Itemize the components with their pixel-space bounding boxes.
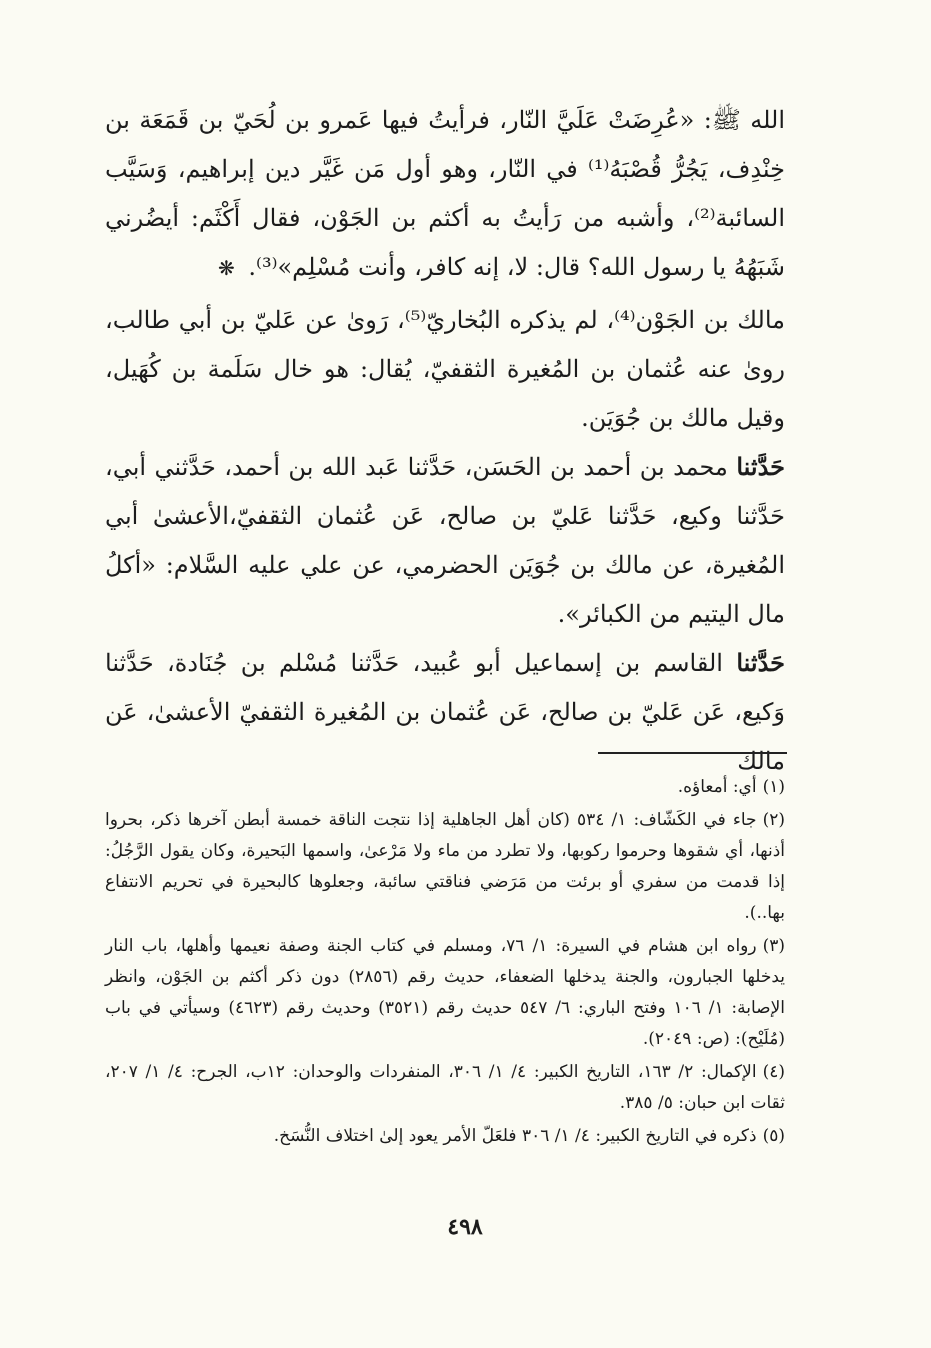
- paragraph-2-text: مالك بن الجَوْن⁽⁴⁾، لم يذكره البُخاريّ⁽⁵⁾، رَوىٰ عن عَليّ بن أبي طالب، روىٰ عنه عُثمان بن المُغيرة الثقفيّ، يُقال: هو خال سَلَمة بن كُهَيل، وقيل مالك بن جُوَيَن.: [105, 306, 786, 432]
- footnote-1: [105, 772, 785, 803]
- footnote-number: (٤): [762, 1062, 785, 1082]
- paragraph-3: [105, 442, 785, 639]
- paragraph-1-text: الله ﷺ: «عُرِضَتْ عَلَيَّ النّار، فرأيتُ فيها عَمرو بن لُحَيّ بن قَمَعَة بن خِنْدِف، يَجُرُّ قُصْبَهُ⁽¹⁾ في النّار، وهو أول مَن غَيَّر دين إبراهيم، وَسَيَّب السائبة⁽²⁾، وأشبه من رَأيتُ به أكثم بن الجَوْن، فقال أَكْثَم: أيضُرني شَبَهُهُ يا رسول الله؟ قال: لا، إنه كافر، وأنت مُسْلِم»⁽³⁾.: [105, 106, 786, 281]
- footnote-number: (٣): [762, 936, 786, 956]
- footnote-3: [105, 931, 785, 1055]
- footnote-text: ذكره في التاريخ الكبير: ٤/ ١/ ٣٠٦ فلعَلّ الأمر يعود إلىٰ اختلاف النُّسَخ.: [273, 1126, 757, 1146]
- paragraph-4: [105, 638, 785, 786]
- footnote-number: (٥): [762, 1126, 785, 1146]
- footnote-2: [105, 805, 785, 929]
- footnote-text: أي: أمعاؤه.: [677, 777, 757, 797]
- paragraph-3-text: محمد بن أحمد بن الحَسَن، حَدَّثنا عَبد الله بن أحمد، حَدَّثني أبي، حَدَّثنا وكيع، حَدَّثنا عَليّ بن صالح، عَن عُثمان الثقفيّ،الأعشىٰ أبي المُغيرة، عن مالك بن جُوَيَن الحضرمي، عن علي عليه السَّلام: «أكلُ مال اليتيم من الكبائر».: [105, 453, 785, 628]
- paragraph-2: [105, 296, 785, 443]
- footnote-text: الإكمال: ٢/ ١٦٣، التاريخ الكبير: ٤/ ١/ ٣٠٦، المنفردات والوحدان: ١٢ب، الجرح: ٤/ ١/ ٢٠٧، ثقات ابن حبان: ٥/ ٣٨٥.: [105, 1062, 785, 1113]
- paragraph-4-opening-word: حَدَّثنا: [736, 648, 785, 677]
- footnote-text: جاء في الكَشّاف: ١/ ٥٣٤ (كان أهل الجاهلية إذا نتجت الناقة خمسة أبطن آخرها ذكر، بحروا أذنها، أي شقوها وحرموا ركوبها، ولا تطرد من ماء ولا مَرْعىٰ، واسمها البَحيرة، وكان يقول الرَّجُلُ: إذا قدمت من سفري أو برئت من مَرَضي فناقتي سائبة، وجعلوها كالبحيرة في تحريم الانتفاع بها..).: [105, 810, 785, 923]
- footnotes: [105, 772, 785, 1154]
- paragraph-4-text: القاسم بن إسماعيل أبو عُبيد، حَدَّثنا مُسْلم بن جُنَادة، حَدَّثنا وَكيع، عَن عَليّ بن صالح، عَن عُثمان بن المُغيرة الثقفيّ الأعشىٰ، عَن مالك: [105, 649, 785, 775]
- footnote-5: [105, 1121, 785, 1152]
- footnote-number: (٢): [762, 810, 785, 830]
- paragraph-1: [105, 96, 785, 293]
- footnote-4: [105, 1057, 785, 1119]
- page-number: ٤٩٨: [447, 1214, 483, 1240]
- footnote-text: رواه ابن هشام في السيرة: ١/ ٧٦، ومسلم في كتاب الجنة وصفة نعيمها وأهلها، باب النار يدخلها الجبارون، والجنة يدخلها الضعفاء، حديث رقم (٢٨٥٦) دون ذكر أكثم بن الجَوْن، وانظر الإصابة: ١/ ١٠٦ وفتح الباري: ٦/ ٥٤٧ حديث رقم (٣٥٢١) وحديث رقم (٤٦٢٣) وسيأتي في باب (مُلَيْح): (ص: ٢٠٤٩).: [105, 936, 785, 1049]
- footnote-number: (١): [762, 777, 785, 797]
- end-mark-star-icon: ❋: [218, 256, 235, 280]
- footnote-divider: [598, 752, 787, 754]
- paragraph-3-opening-word: حَدَّثنا: [736, 452, 785, 481]
